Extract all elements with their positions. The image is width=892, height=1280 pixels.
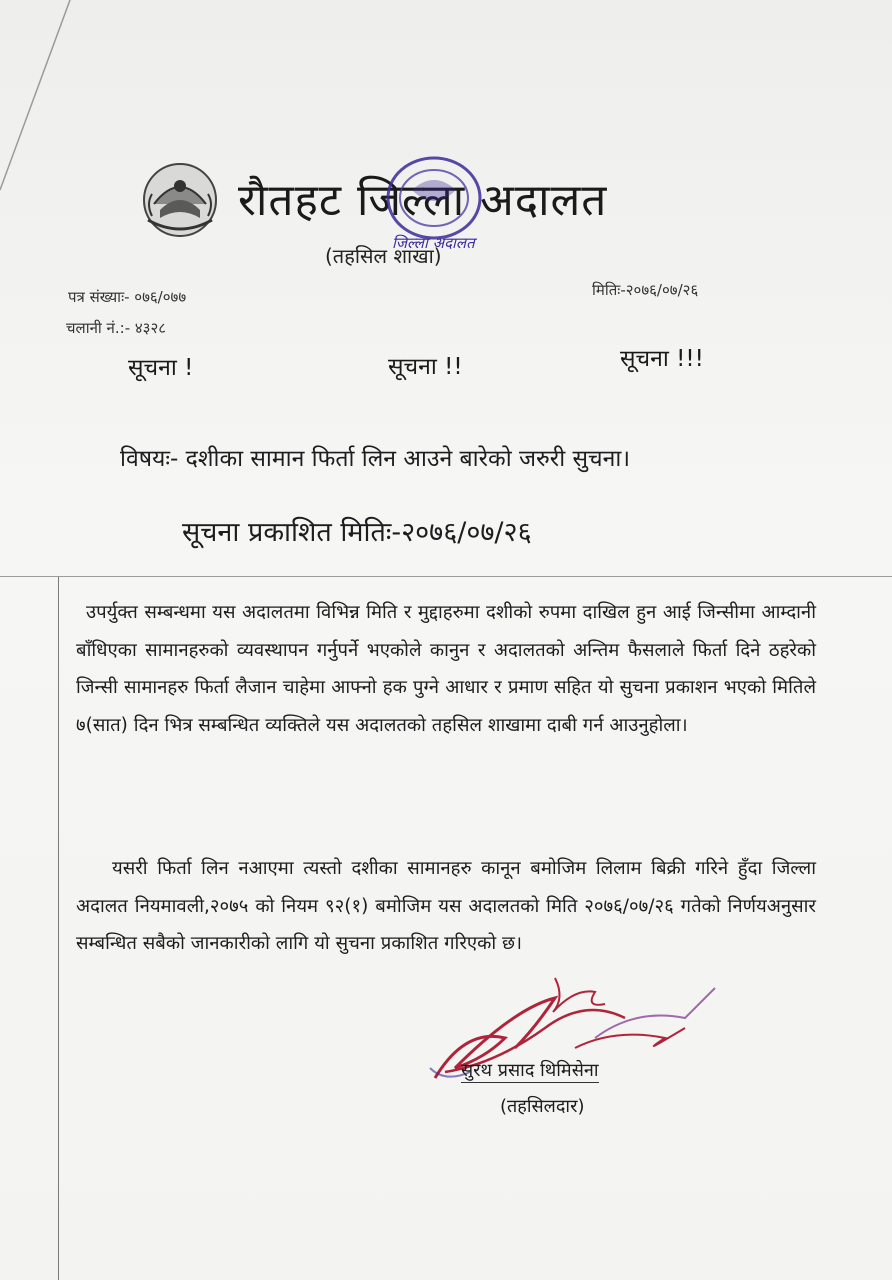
letter-date: मितिः-२०७६/०७/२६ bbox=[592, 281, 699, 299]
signatory-name: सुरथ प्रसाद थिमिसेना bbox=[461, 1060, 599, 1081]
notice-heading-1: सूचना ! bbox=[128, 355, 194, 381]
body-paragraph-1: उपर्युक्त सम्बन्धमा यस अदालतमा विभिन्न मिति र मुद्दाहरुमा दशीको रुपमा दाखिल हुन आई जिन्सीमा आम्दानी बाँधिएका सामानहरुको व्यवस्थापन गर्नुपर्ने भएकोले कानुन र अदालतको अन्तिम फैसलाले फिर्ता दिने ठहरेको जिन्सी सामानहरु फिर्ता लैजान चाहेमा आफ्नो हक पुग्ने आधार र प्रमाण सहित यो सुचना प्रकाशन भएको मितिले ७(सात) दिन भित्र सम्बन्धित व्यक्तिले यस अदालतको तहसिल शाखामा दाबी गर्न आउनुहोला। bbox=[76, 602, 816, 736]
notice-heading-2: सूचना !! bbox=[388, 354, 463, 380]
subject-line: विषयः- दशीका सामान फिर्ता लिन आउने बारेको जरुरी सुचना। bbox=[120, 446, 631, 472]
notice-heading-3: सूचना !!! bbox=[620, 346, 704, 372]
nepal-emblem-icon bbox=[140, 160, 220, 240]
body-paragraph-2: यसरी फिर्ता लिन नआएमा त्यस्तो दशीका सामानहरु कानून बमोजिम लिलाम बिक्री गरिने हुँदा जिल्ला अदालत नियमावली,२०७५ को नियम ९२(१) बमोजिम यस अदालतको मिति २०७६/०७/२६ गतेको निर्णयअनुसार सम्बन्धित सबैको जानकारीको लागि यो सुचना प्रकाशित गरिएको छ। bbox=[76, 858, 816, 954]
published-date: सूचना प्रकाशित मितिः-२०७६/०७/२६ bbox=[182, 517, 532, 548]
court-title: रौतहट जिल्ला अदालत bbox=[238, 175, 608, 226]
divider bbox=[0, 576, 892, 577]
margin-rule bbox=[58, 577, 59, 1280]
dispatch-number: चलानी नं.:- ४३२८ bbox=[66, 319, 167, 337]
branch-name: (तहसिल शाखा) bbox=[325, 244, 442, 268]
letter-number: पत्र संख्याः- ०७६/०७७ bbox=[68, 288, 187, 306]
signatory-designation: (तहसिलदार) bbox=[500, 1096, 585, 1117]
paper-edge-mark bbox=[0, 0, 80, 200]
stamp-text: जिल्ला अदालत bbox=[392, 234, 475, 252]
